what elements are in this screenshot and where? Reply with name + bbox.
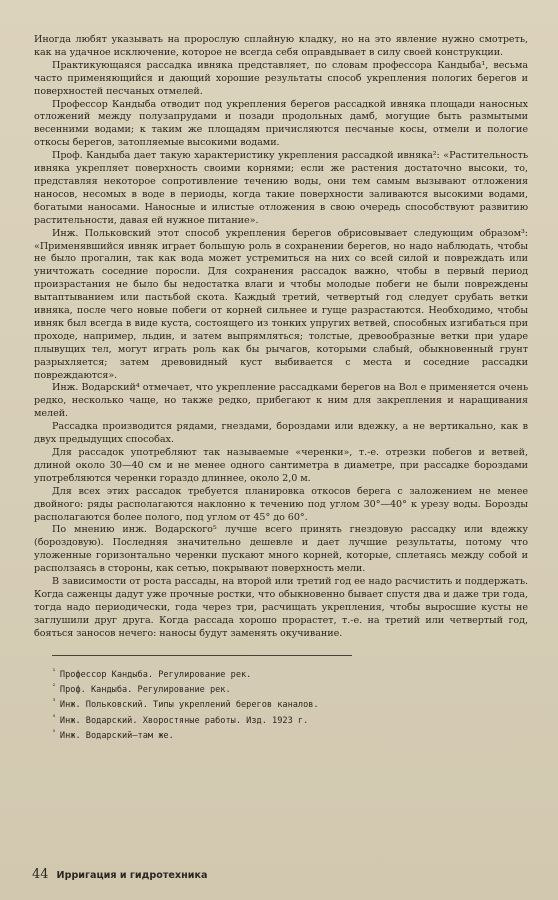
footnote: $^{^4}$ Инж. Водарский. Хворостяные работы. Изд. 1923 г. <box>52 712 309 726</box>
paragraph: Инж. Польковский этот способ укрепления берегов обрисовывает следующим образом³: «Применявшийся ивняк играет большую роль в сохранении берегов, но надо наблюдать, чтобы не было прогалин, так как вода может устремиться на них со всей силой и повреждать или уничтожать соседние поросли. Для сохранения рассадок важно, чтобы в первый период произрастания не было бы недостатка влаги и чтобы молодые побеги не были повреждены вытаптыванием или пастьбой скота. Каждый третий, четвертый год следует срубать ветки ивняка, после чего новые побеги от корней сильнее и гуще разрастаются. Необходимо, чтобы ивняк был всегда в виде куста, состоящего из тонких упругих ветвей, способных изгибаться при проходе, например, льдин, и затем выпрямляться; толстые, древообразные ветки при ударе плывущих тел, могут играть роль как бы рычагов, которыми слабый, обыкновенный грунт разрыхляется; затем древовидный куст выбивается с места и соседние рассадки повреждаются». <box>34 227 528 381</box>
paragraph: По мнению инж. Водарского⁵ лучше всего принять гнездовую рассадку или вдежку (бороздовую). Последняя значительно дешевле и дает лучшие результаты, потому что уложенные горизонтально черенки пускают много корней, которые, сплетаясь между собой и расползаясь в стороны, как сетью, покрывают поверхность мели. <box>34 524 528 575</box>
body-text <box>34 34 528 641</box>
paragraph: Инж. Водарский⁴ отмечает, что укрепление рассадками берегов на Вол е применяется очень редко, несколько чаще, но также редко, прибегают к ним для закрепления и наращивания мелей. <box>34 382 528 420</box>
paragraph: Проф. Кандыба дает такую характеристику укрепления рассадкой ивняка²: «Растительность ивняка укрепляет поверхность своими корнями; если же растения достаточно высоки, то, представляя некоторое сопротивление течению воды, они тем самым вызывают отложения наносов, несомых в воде в периоды, когда такие поверхности заливаются высокими водами, богатыми наносами. Наносные и илистые отложения в свою очередь способствуют развитию растительности, давая ей нужное питание». <box>34 150 528 226</box>
page-number: 44 <box>32 867 49 882</box>
footnotes <box>52 666 528 743</box>
paragraph: Рассадка производится рядами, гнездами, бороздами или вдежку, а не вертикально, как в двух предыдущих способах. <box>34 421 528 446</box>
paragraph: В зависимости от роста рассады, на второй или третий год ее надо расчистить и поддержать. Когда саженцы дадут уже прочные ростки, что обыкновенно бывает спустя два и даже три года, тогда надо периодически, года через три, расчищать укрепления, чтобы выросшие кусты не заглушили друг друга. Когда рассада хорошо прорастет, т.-е. на третий или четвертый год, бояться заносов нечего: наносы будут заменять окучивание. <box>34 576 528 639</box>
paragraph: Практикующаяся рассадка ивняка представляет, по словам профессора Кандыба¹, весьма часто применяющийся и дающий хорошие результаты способ укрепления пологих берегов и поверхностей песчаных отмелей. <box>34 59 528 97</box>
footnote: $^{^1}$ Профессор Кандыба. Регулирование рек. <box>52 666 252 680</box>
page-footer <box>32 867 207 882</box>
footnote: $^{^5}$ Инж. Водарский—там же. <box>52 728 174 741</box>
footnote: $^{^2}$ Проф. Кандыба. Регулирование рек. <box>52 681 231 695</box>
running-title: Ирригация и гидротехника <box>56 870 208 881</box>
paragraph: Профессор Кандыба отводит под укрепления берегов рассадкой ивняка площади наносных отложений между полузапрудами и позади продольных дамб, могущие быть размытыми весенними водами; к таким же площадям причисляются песчаные косы, отмели и пологие откосы берегов, затопляемые высокими водами. <box>34 98 528 149</box>
paragraph: Для рассадок употребляют так называемые «черенки», т.-е. отрезки побегов и ветвей, длиной около 30—40 см и не менее одного сантиметра в диаметре, при рассадке бороздами употребляются черенки гораздо длиннее, около 2,0 м. <box>34 447 528 484</box>
footnote-separator <box>52 655 352 656</box>
paragraph: Иногда любят указывать на пророслую сплайную кладку, но на это явление нужно смотреть, как на удачное исключение, которое не всегда себя оправдывает в силу своей конструкции. <box>34 34 528 58</box>
footnote: $^{^3}$ Инж. Польковский. Типы укреплений берегов каналов. <box>52 697 319 711</box>
paragraph: Для всех этих рассадок требуется планировка откосов берега с заложением не менее двойного: ряды располагаются наклонно к течению под углом 30°—40° к урезу воды. Борозды располагаются более пологo, под углом от 45° до 60°. <box>34 485 528 523</box>
